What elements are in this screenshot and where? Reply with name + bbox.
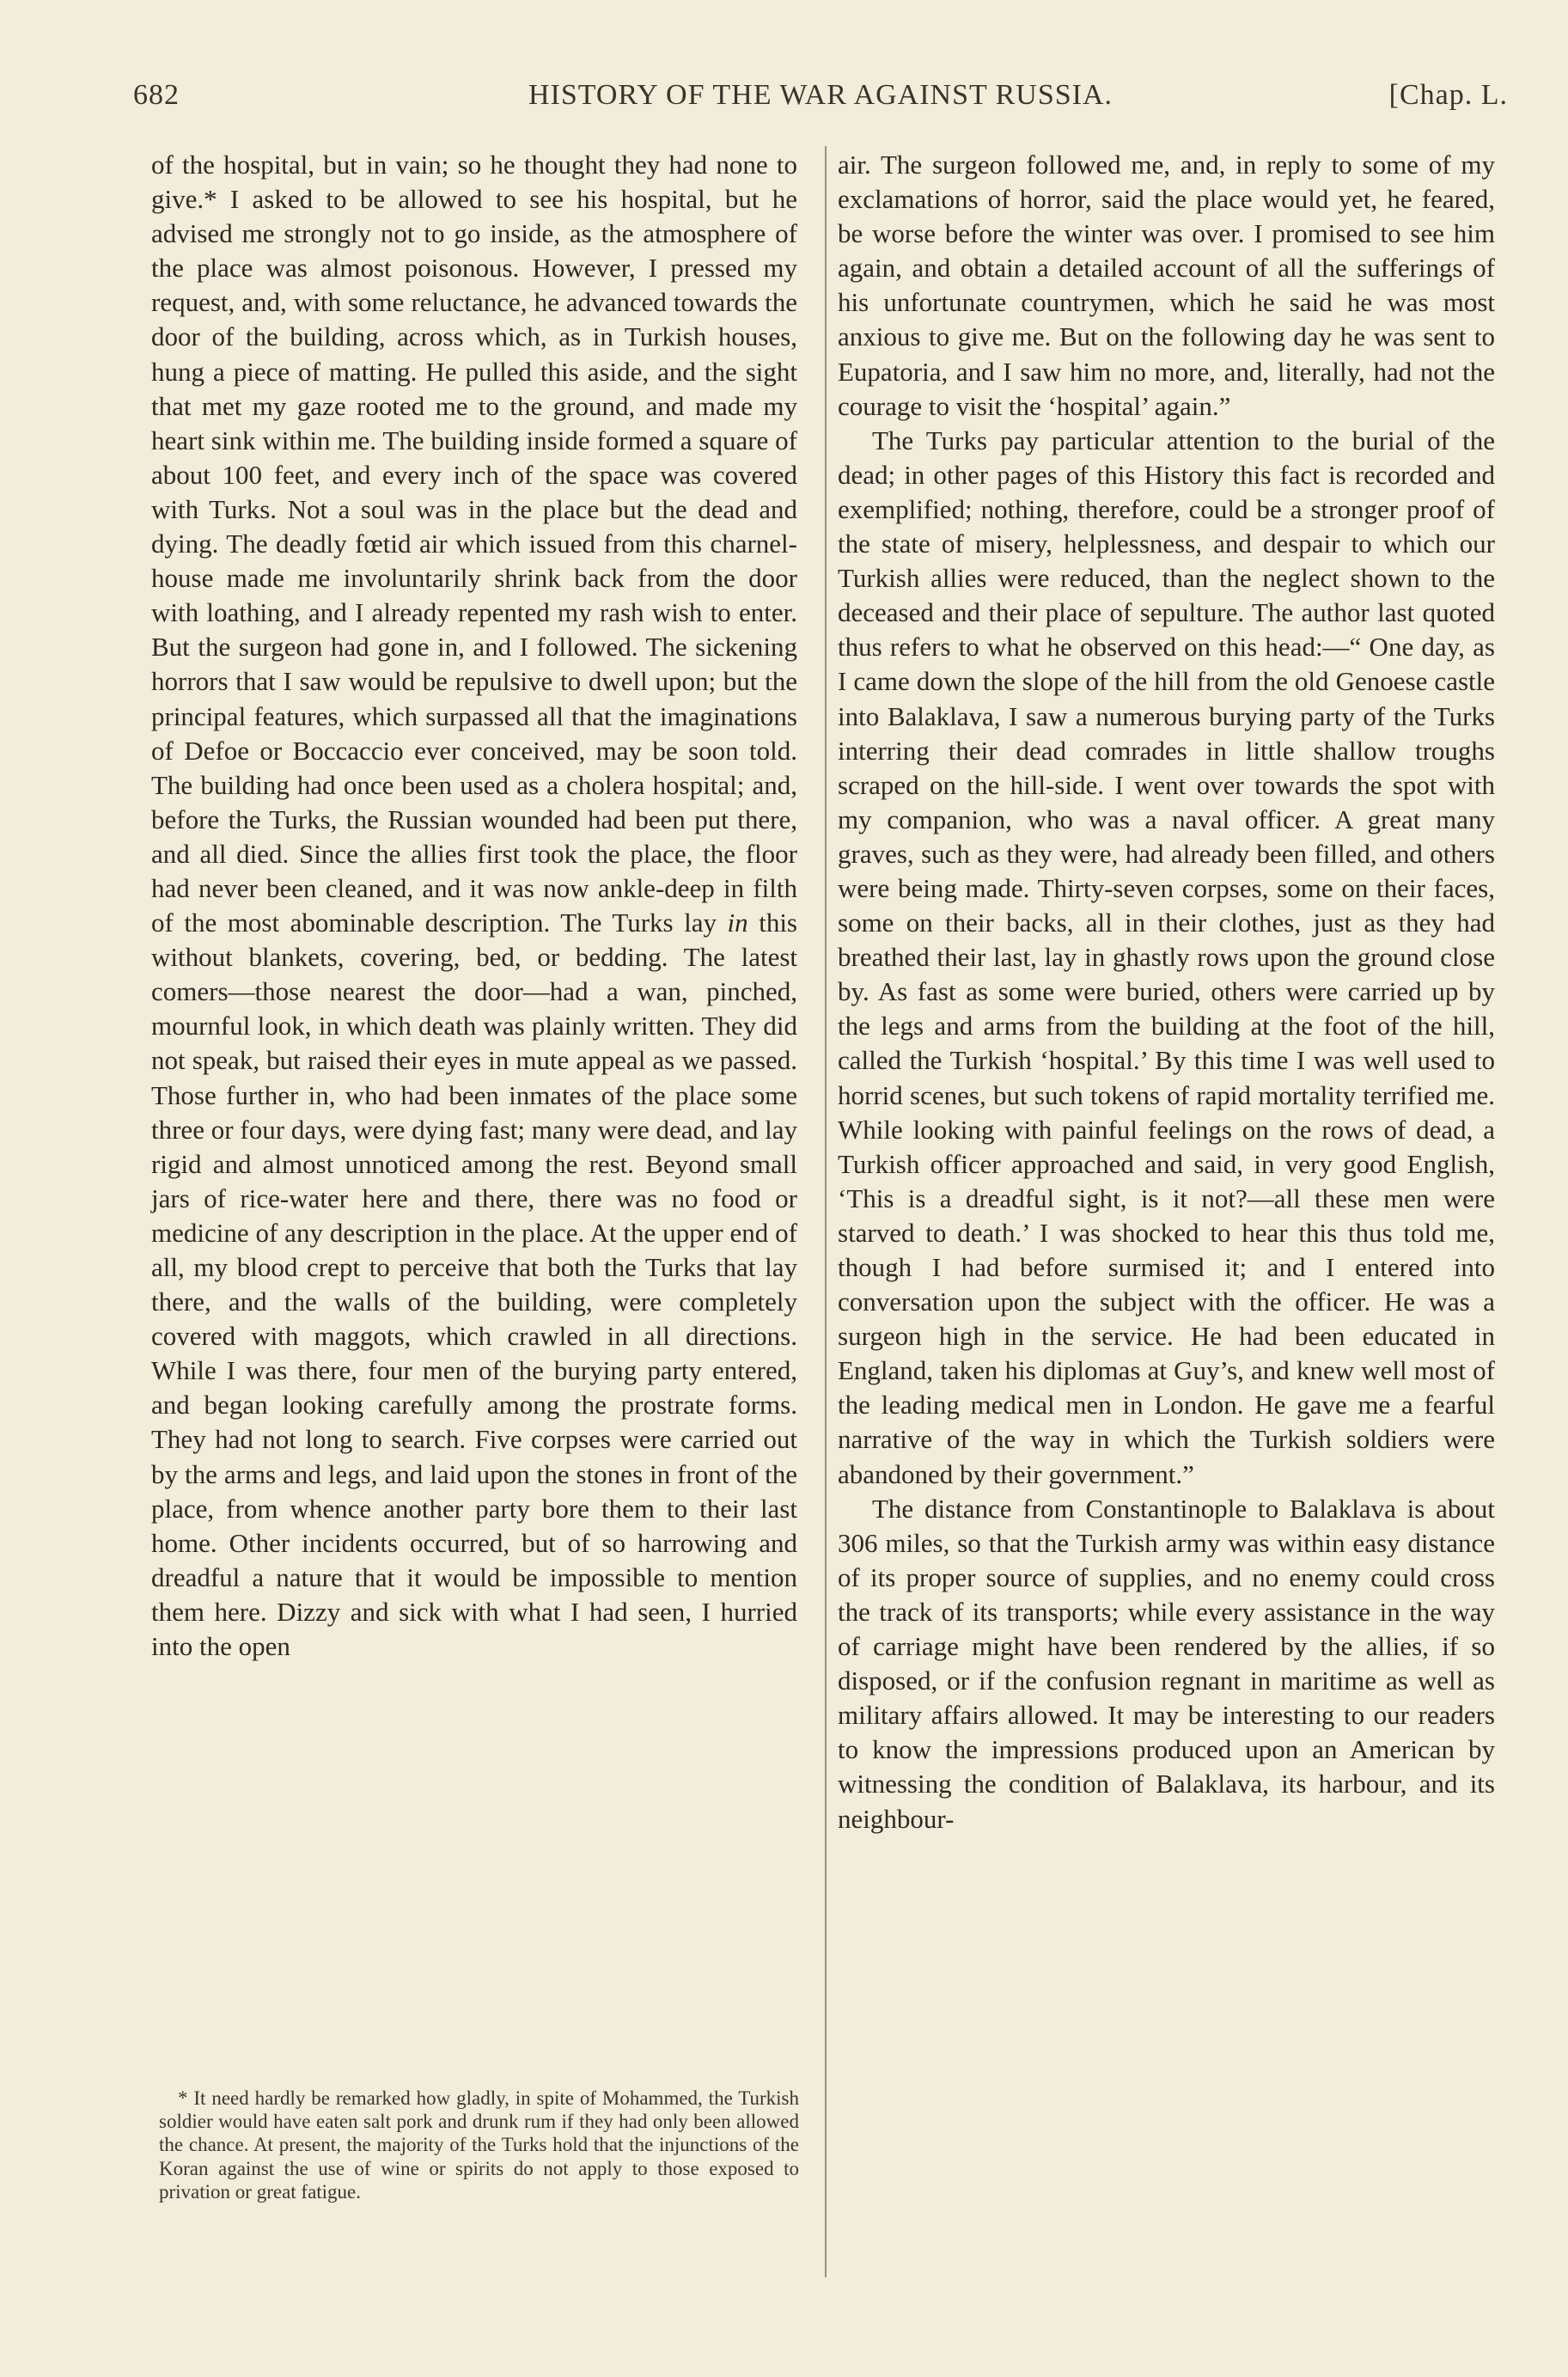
- page-number: 682: [133, 79, 180, 111]
- right-paragraph-1: air. The surgeon followed me, and, in reply to some of my exclamations of horror, said the place would yet, he feared, be worse before the winter was over. I promised to see him again, and obtain a detailed account of all the sufferings of his unfortunate countrymen, which he said he was most anxious to give me. But on the following day he was sent to Eupatoria, and I saw him no more, and, literally, had not the courage to visit the ‘hospital’ again.”: [838, 150, 1495, 421]
- right-paragraph-3: The distance from Constantinople to Balaklava is about 306 miles, so that the Turkish army was within easy distance of its proper source of supplies, and no enemy could cross the track of its transports; while every assistance in the way of carriage might have been rendered by the allies, if so disposed, or if the confusion regnant in maritime as well as military affairs allowed. It may be interesting to our readers to know the impressions produced upon an American by witnessing the condition of Balaklava, its harbour, and its neighbour-: [838, 1493, 1495, 1834]
- left-text-a: of the hospital, but in vain; so he thought they had none to give.* I asked to be allowed to see his hospital, but he advised me strongly not to go inside, as the atmosphere of the place was almost poisonous. However, I pressed my request, and, with some reluctance, he advanced towards the door of the building, across which, as in Turkish houses, hung a piece of matting. He pulled this aside, and the sight that met my gaze rooted me to the ground, and made my heart sink within me. The building inside formed a square of about 100 feet, and every inch of the space was covered with Turks. Not a soul was in the place but the dead and dying. The deadly fœtid air which issued from this charnel-house made me involuntarily shrink back from the door with loathing, and I already repented my rash wish to enter. But the surgeon had gone in, and I followed. The sickening horrors that I saw would be repulsive to dwell upon; but the principal features, which surpassed all that the imaginations of Defoe or Boccaccio ever conceived, may be soon told. The building had once been used as a cholera hospital; and, before the Turks, the Russian wounded had been put there, and all died. Since the allies first took the place, the floor had never been cleaned, and it was now ankle-deep in filth of the most abominable description. The Turks lay: [151, 150, 797, 938]
- left-column: [151, 148, 797, 1664]
- left-paragraph: [151, 148, 797, 1664]
- right-column: [838, 148, 1495, 1836]
- running-title: HISTORY OF THE WAR AGAINST RUSSIA.: [528, 79, 1113, 111]
- chapter-label: [Chap. L.: [1388, 79, 1508, 111]
- footnote: [159, 2087, 799, 2203]
- running-head: [133, 79, 1508, 124]
- footnote-text: * It need hardly be remarked how gladly, in spite of Mohammed, the Turkish soldier would have eaten salt pork and drunk rum if they had only been allowed the chance. At present, the majority of the Turks hold that the injunctions of the Koran against the use of wine or spirits do not apply to those exposed to privation or great fatigue.: [159, 2087, 799, 2203]
- left-text-emphasis: in: [727, 907, 748, 938]
- right-paragraph-2: The Turks pay particular attention to the burial of the dead; in other pages of this History this fact is recorded and exemplified; nothing, therefore, could be a stronger proof of the state of misery, helplessness, and despair to which our Turkish allies were reduced, than the neglect shown to the deceased and their place of sepulture. The author last quoted thus refers to what he observed on this head:—“ One day, as I came down the slope of the hill from the old Genoese castle into Balaklava, I saw a numerous burying party of the Turks interring their dead comrades in little shallow troughs scraped on the hill-side. I went over towards the spot with my companion, who was a naval officer. A great many graves, such as they were, had already been filled, and others were being made. Thirty-seven corpses, some on their faces, some on their backs, all in their clothes, just as they had breathed their last, lay in ghastly rows upon the ground close by. As fast as some were buried, others were carried up by the legs and arms from the building at the foot of the hill, called the Turkish ‘hospital.’ By this time I was well used to horrid scenes, but such tokens of rapid mortality terrified me. While looking with painful feelings on the rows of dead, a Turkish officer approached and said, in very good English, ‘This is a dreadful sight, is it not?—all these men were starved to death.’ I was shocked to hear this thus told me, though I had before surmised it; and I entered into conversation upon the subject with the officer. He was a surgeon high in the service. He had been educated in England, taken his diplomas at Guy’s, and knew well most of the leading medical men in London. He gave me a fearful narrative of the way in which the Turkish soldiers were abandoned by their government.”: [838, 425, 1495, 1489]
- column-divider: [825, 146, 827, 2277]
- left-text-b: this without blankets, covering, bed, or bedding. The latest comers—those nearest the door—had a wan, pinched, mournful look, in which death was plainly written. They did not speak, but raised their eyes in mute appeal as we passed. Those further in, who had been inmates of the place some three or four days, were dying fast; many were dead, and lay rigid and almost unnoticed among the rest. Beyond small jars of rice-water here and there, there was no food or medicine of any description in the place. At the upper end of all, my blood crept to perceive that both the Turks that lay there, and the walls of the building, were completely covered with maggots, which crawled in all directions. While I was there, four men of the burying party entered, and began looking carefully among the prostrate forms. They had not long to search. Five corpses were carried out by the arms and legs, and laid upon the stones in front of the place, from whence another party bore them to their last home. Other incidents occurred, but of so harrowing and dreadful a nature that it would be impossible to mention them here. Dizzy and sick with what I had seen, I hurried into the open: [151, 907, 797, 1662]
